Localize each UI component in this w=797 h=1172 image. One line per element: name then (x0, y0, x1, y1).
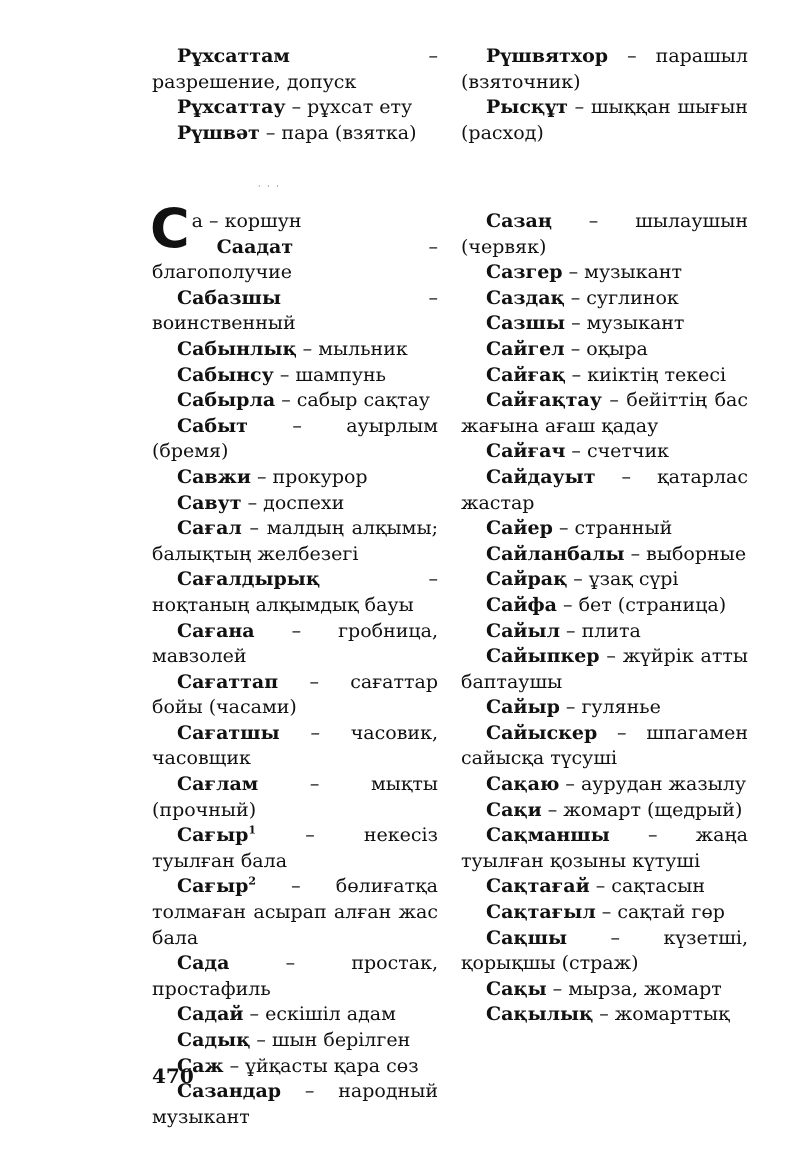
print-speck: · · · (258, 182, 281, 191)
definition: жомарт (щедрый) (563, 798, 743, 821)
headword: Сайер (486, 517, 553, 540)
left-column-top (152, 44, 438, 146)
dictionary-entry: Сабынсу – шампунь (177, 363, 387, 386)
headword: Сазаң (486, 210, 552, 232)
headword: Сағана (177, 619, 255, 642)
headword: Сайрақ (486, 568, 568, 591)
headword: Сақтағыл (486, 901, 596, 924)
headword: Садай (177, 1003, 244, 1026)
headword: Сабырла (177, 389, 276, 412)
definition: жаңа туылған қозыны күтуші (461, 824, 748, 872)
definition: музыкант (586, 312, 685, 335)
dictionary-entry: Сақи – жомарт (щедрый) (486, 798, 743, 821)
dictionary-entry: Сағаттап – сағаттар бойы (часами) (152, 670, 438, 719)
definition: парашыл (взяточник) (461, 45, 748, 93)
dictionary-entry: Рүшвятхор – парашыл (взяточник) (461, 45, 748, 93)
headword: Сақи (486, 798, 542, 821)
headword: Сазандар (177, 1080, 282, 1103)
definition: ұзақ сүрі (588, 568, 679, 591)
headword: Сақтағай (486, 875, 590, 898)
headword: Сада (177, 952, 230, 975)
dictionary-entry: Сағал – малдың алқымы; балықтың желбезегі (152, 517, 438, 565)
headword: Сағатшы (177, 721, 280, 744)
dictionary-entry: Саздақ – суглинок (486, 286, 679, 309)
definition: коршун (224, 210, 302, 232)
headword: Сағлам (177, 773, 259, 796)
definition: ұйқасты қара сөз (245, 1054, 419, 1077)
dictionary-entry: Сағалдырық – ноқтаның алқымдық бауы (152, 568, 438, 616)
left-column (150, 197, 438, 1130)
headword: Сайыр (486, 696, 560, 719)
headword: Рысқұт (486, 96, 568, 119)
definition: ноқтаның алқымдық бауы (152, 593, 414, 616)
dictionary-entry: Сайыпкер – жүйрік атты баптаушы (461, 645, 748, 693)
definition: суглинок (586, 286, 679, 309)
definition: пара (взятка) (281, 121, 417, 144)
dictionary-entry: Рұхсаттам – разрешение, допуск (152, 45, 438, 93)
headword: Сайгел (486, 337, 565, 360)
dictionary-entry: Сайфа – бет (страница) (486, 593, 727, 616)
definition: мықты (прочный) (152, 773, 438, 821)
dictionary-entry: Сақманшы – жаңа туылған қозыны күтуші (461, 824, 748, 872)
definition: доспехи (263, 491, 345, 514)
dictionary-entry: Сабазшы – воинственный (152, 286, 438, 335)
dictionary-entry: Сайыл – плита (486, 619, 641, 642)
definition: ауырлым (бремя) (152, 414, 438, 463)
headword: Сайланбалы (486, 542, 625, 565)
definition: сақтай гөр (617, 901, 725, 924)
dictionary-entry: Сағлам – мықты (прочный) (152, 773, 438, 821)
definition: бет (страница) (578, 593, 727, 616)
headword: Сазшы (486, 312, 566, 335)
dictionary-entry: Сайыр – гулянье (486, 696, 661, 719)
headword: Сайыскер (486, 721, 598, 744)
definition: сақтасын (611, 875, 706, 898)
dictionary-entry: Саж – ұйқасты қара сөз (177, 1054, 419, 1077)
definition: народный музыкант (152, 1080, 438, 1128)
dictionary-entry: Сабынлық – мыльник (177, 337, 408, 360)
dictionary-entry: Сазшы – музыкант (486, 312, 685, 335)
right-column (461, 209, 748, 1028)
headword: Сақшы (486, 926, 568, 949)
dictionary-entry: Савжи – прокурор (177, 465, 368, 488)
dictionary-entry: Савут – доспехи (177, 491, 345, 514)
dictionary-entry: Сақы – мырза, жомарт (486, 977, 722, 1000)
dictionary-entry: Сазандар – народный музыкант (152, 1080, 438, 1128)
headword: Сайдауыт (486, 465, 596, 488)
dictionary-entry: Сайланбалы – выборные (486, 542, 747, 565)
headword: Рұхсаттау (177, 96, 286, 119)
dictionary-entry: Сақылық – жомарттық (486, 1003, 730, 1026)
headword: Сазгер (486, 261, 563, 284)
homonym-index: 2 (248, 875, 257, 889)
dictionary-entry: Сайер – странный (486, 517, 673, 540)
headword: Савут (177, 491, 242, 514)
headword: Сағыр (177, 824, 249, 847)
definition: оқыра (586, 337, 648, 360)
headword: Сабынсу (177, 363, 274, 386)
headword: Сақылық (486, 1003, 594, 1026)
definition: благополучие (152, 261, 293, 284)
definition: сағаттар бойы (часами) (152, 670, 438, 719)
definition: күзетші, қорықшы (страж) (461, 926, 748, 975)
dictionary-entry: Сайдауыт – қатарлас жастар (461, 465, 748, 514)
headword: Сабынлық (177, 337, 297, 360)
definition: воинственный (152, 312, 296, 335)
headword: Сағал (177, 517, 242, 540)
dictionary-entry: Сайғач – счетчик (486, 440, 670, 463)
dictionary-entry: Рүшвәт – пара (взятка) (177, 121, 417, 144)
definition: прокурор (272, 465, 368, 488)
definition: бөлиғатқа толмаған асырап алған жас бала (152, 875, 438, 949)
definition: мырза, жомарт (568, 977, 722, 1000)
headword: Савжи (177, 465, 251, 488)
headword: Сабыт (177, 414, 248, 437)
definition: гулянье (581, 696, 661, 719)
definition: плита (581, 619, 641, 642)
homonym-index: 1 (248, 823, 257, 837)
definition: музыкант (584, 261, 682, 284)
dictionary-entry: Садық – шын берілген (177, 1029, 411, 1051)
definition: мыльник (318, 337, 408, 360)
dictionary-entry: Сайрақ – ұзақ сүрі (486, 568, 679, 591)
headword: Саж (177, 1054, 224, 1077)
dictionary-entry: Са – коршун (150, 197, 302, 260)
headword: Сайғақтау (486, 389, 602, 412)
definition: шылаушын (червяк) (461, 210, 748, 258)
headword: Сақы (486, 977, 547, 1000)
dictionary-entry: Сақшы – күзетші, қорықшы (страж) (461, 926, 748, 975)
headword: Сағаттап (177, 670, 279, 693)
dictionary-entry: Рысқұт – шыққан шығын (расход) (461, 96, 748, 144)
headword: Сайыпкер (486, 645, 600, 668)
dictionary-entry: Сада – простак, простафиль (152, 952, 438, 1000)
dictionary-entry: Сағыр$^1$ – некесіз туылған бала (152, 823, 438, 872)
headword: Рұхсаттам (177, 45, 290, 67)
definition: шын берілген (271, 1029, 411, 1051)
dictionary-entry: Сағана – гробница, мавзолей (152, 619, 438, 668)
dictionary-entry: Сақтағай – сақтасын (486, 875, 706, 898)
definition: шыққан шығын (расход) (461, 96, 748, 144)
definition: ескішіл адам (265, 1003, 396, 1026)
definition: аурудан жазылу (580, 773, 747, 796)
definition: счетчик (586, 440, 670, 463)
definition: шампунь (295, 363, 387, 386)
dictionary-entry: Саадат – благополучие (152, 235, 438, 284)
dictionary-entry: Сайғақтау – бейіттің бас жағына ағаш қадау (461, 389, 748, 437)
definition: жомарттық (614, 1003, 730, 1026)
headword: Сайыл (486, 619, 560, 642)
definition: шпагамен сайысқа түсуші (461, 721, 748, 770)
definition: сабыр сақтау (296, 389, 430, 412)
dictionary-entry: Сайгел – оқыра (486, 337, 648, 360)
definition: киіктің текесі (587, 363, 727, 386)
definition: гробница, мавзолей (152, 619, 438, 668)
drop-cap-letter: С (150, 197, 190, 260)
headword: Сайғақ (486, 363, 566, 386)
definition: некесіз туылған бала (152, 824, 438, 872)
definition: простак, простафиль (152, 952, 438, 1000)
right-column-top (461, 44, 748, 146)
headword: Сақманшы (486, 824, 610, 847)
headword: Рүшвәт (177, 121, 260, 144)
definition: странный (574, 517, 673, 540)
definition: бейіттің бас жағына ағаш қадау (461, 389, 748, 437)
dictionary-entry: Сайғақ – киіктің текесі (486, 363, 727, 386)
definition: часовик, часовщик (152, 721, 438, 770)
definition: қатарлас жастар (461, 465, 748, 514)
headword: Сабазшы (177, 286, 282, 309)
definition: разрешение, допуск (152, 70, 357, 93)
dictionary-entry: Сазгер – музыкант (486, 261, 682, 284)
dictionary-entry: Рұхсаттау – рұхсат ету (177, 96, 413, 119)
definition: малдың алқымы; балықтың желбезегі (152, 517, 438, 565)
headword: а (191, 210, 203, 232)
dictionary-entry: Садай – ескішіл адам (177, 1003, 396, 1026)
headword: Рүшвятхор (486, 45, 609, 67)
headword: Сайфа (486, 593, 557, 616)
headword: Сағыр (177, 875, 249, 898)
dictionary-entry: Сақаю – аурудан жазылу (486, 773, 747, 796)
headword: Саздақ (486, 286, 565, 309)
dictionary-entry: Сабырла – сабыр сақтау (177, 389, 430, 412)
dictionary-entry: Сабыт – ауырлым (бремя) (152, 414, 438, 463)
headword: Садық (177, 1029, 251, 1051)
headword: Сақаю (486, 773, 560, 796)
headword: Сағалдырық (177, 568, 320, 591)
page-number: 470 (152, 1064, 194, 1088)
dictionary-entry: Сақтағыл – сақтай гөр (486, 901, 725, 924)
headword: Сайғач (486, 440, 566, 463)
definition: жүйрік атты баптаушы (461, 645, 748, 693)
definition: выборные (646, 542, 747, 565)
dictionary-entry: Сазаң – шылаушын (червяк) (461, 210, 748, 258)
dictionary-entry: Сағыр$^2$ – бөлиғатқа толмаған асырап алған жас бала (152, 875, 438, 949)
headword: Саадат (216, 235, 294, 258)
dictionary-entry: Сайыскер – шпагамен сайысқа түсуші (461, 721, 748, 770)
definition: рұхсат ету (307, 96, 413, 119)
dictionary-entry: Сағатшы – часовик, часовщик (152, 721, 438, 770)
